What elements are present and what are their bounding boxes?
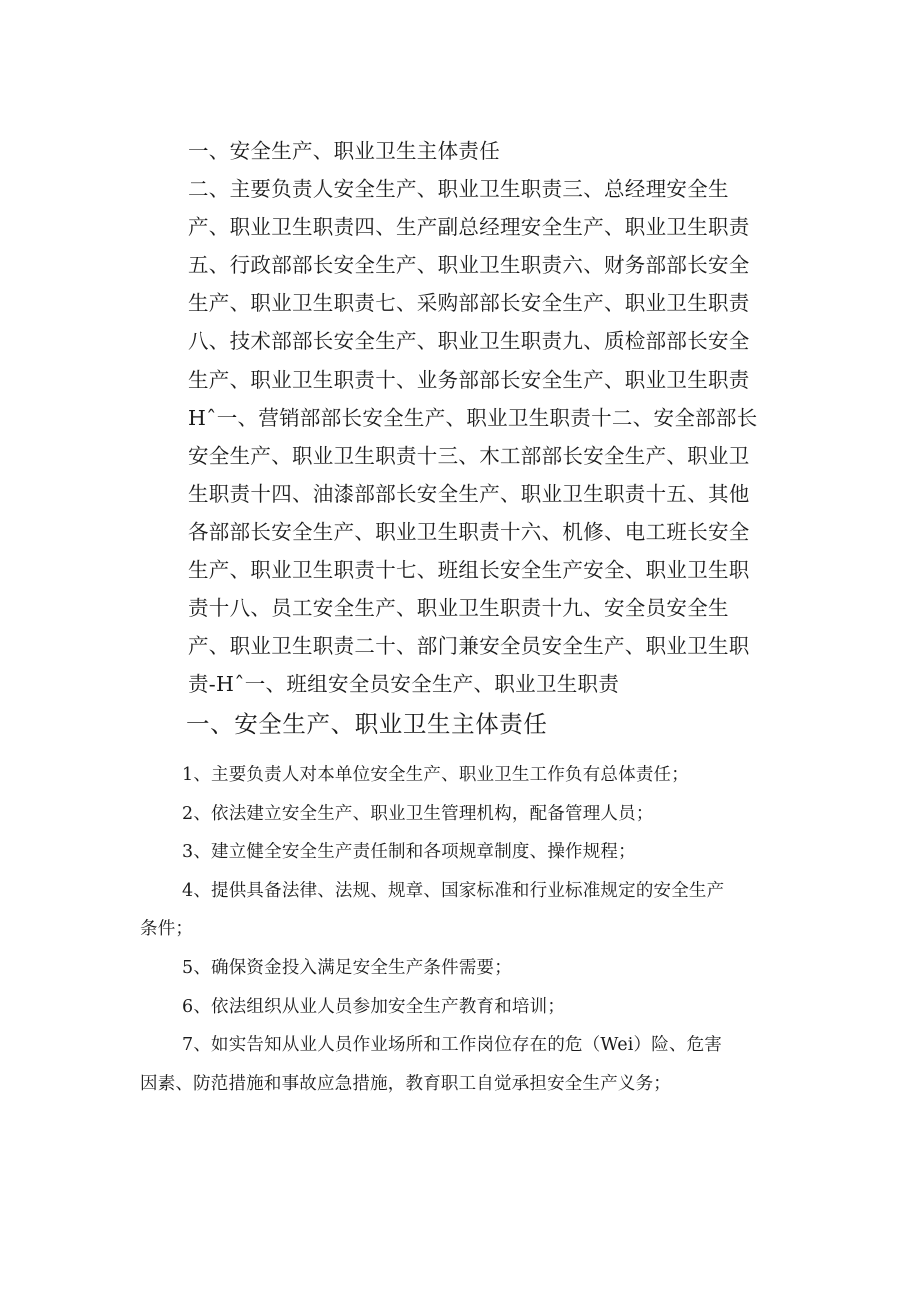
paragraph-item-4-continued: 条件；	[140, 919, 194, 940]
paragraph-item-2: 2、依法建立安全生产、职业卫生管理机构，配备管理人员；	[182, 803, 654, 824]
toc-line: 产、职业卫生职责四、生产副总经理安全生产、职业卫生职责	[188, 215, 750, 240]
toc-line: 二、主要负责人安全生产、职业卫生职责三、总经理安全生	[188, 177, 729, 202]
toc-line: 八、技术部部长安全生产、职业卫生职责九、质检部部长安全	[188, 329, 750, 354]
paragraph-item-4: 4、提供具备法律、法规、规章、国家标准和行业标准规定的安全生产	[182, 880, 725, 901]
toc-line: 生产、职业卫生职责七、采购部部长安全生产、职业卫生职责	[188, 291, 750, 316]
paragraph-item-1: 1、主要负责人对本单位安全生产、职业卫生工作负有总体责任；	[182, 765, 689, 785]
section-body	[140, 756, 790, 1103]
toc-line: 生职责十四、油漆部部长安全生产、职业卫生职责十五、其他	[188, 481, 750, 506]
paragraph-item-7: 7、如实告知从业人员作业场所和工作岗位存在的危（Wei）险、危害	[182, 1035, 723, 1056]
toc-line: 责十八、员工安全生产、职业卫生职责十九、安全员安全生	[188, 596, 729, 621]
toc-line: 生产、职业卫生职责十、业务部部长安全生产、职业卫生职责	[188, 367, 750, 392]
paragraph-item-5: 5、确保资金投入满足安全生产条件需要；	[182, 957, 512, 978]
toc-line: 安全生产、职业卫生职责十三、木工部部长安全生产、职业卫	[188, 443, 750, 468]
section-heading: 一、安全生产、职业卫生主体责任	[186, 710, 548, 738]
toc-line: 责-Hˆ一、班组安全员安全生产、职业卫生职责	[188, 672, 620, 697]
toc-line: 各部部长安全生产、职业卫生职责十六、机修、电工班长安全	[188, 519, 750, 544]
toc-line: 生产、职业卫生职责十七、班组长安全生产安全、职业卫生职	[188, 558, 750, 583]
paragraph-item-6: 6、依法组织从业人员参加安全生产教育和培训；	[182, 996, 566, 1017]
table-of-contents	[188, 132, 780, 703]
toc-line: 五、行政部部长安全生产、职业卫生职责六、财务部部长安全	[188, 253, 750, 278]
toc-line: Hˆ一、营销部部长安全生产、职业卫生职责十二、安全部部长	[188, 405, 758, 430]
paragraph-item-3: 3、建立健全安全生产责任制和各项规章制度、操作规程；	[182, 842, 636, 863]
paragraph-item-7-continued: 因素、防范措施和事故应急措施，教育职工自觉承担安全生产义务；	[140, 1073, 671, 1094]
toc-line: 产、职业卫生职责二十、部门兼安全员安全生产、职业卫生职	[188, 634, 750, 659]
toc-line: 一、安全生产、职业卫生主体责任	[188, 139, 500, 163]
